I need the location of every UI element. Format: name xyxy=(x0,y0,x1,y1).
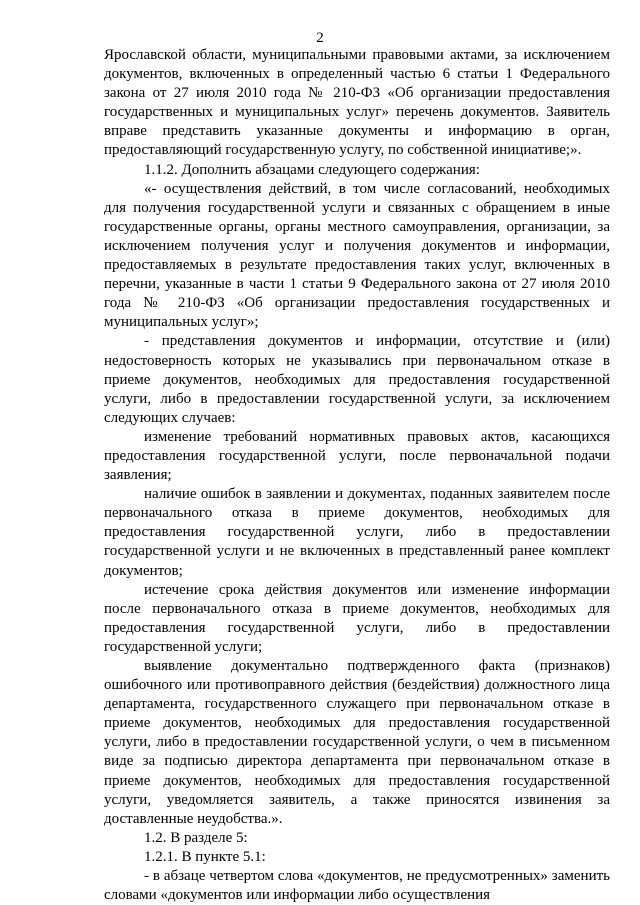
document-body xyxy=(104,46,610,905)
page-number: 2 xyxy=(316,30,324,46)
paragraph-item-1-1-2: 1.1.2. Дополнить абзацами следующего содержания: xyxy=(144,161,480,178)
paragraph-documents: - представления документов и информации, отсутствие и (или) недостоверность которых не указывались при первоначальном отказе в приеме документов, необходимых для предоставления государственной услуги, либо в предоставлении государственной услуги, за исключением следующих случаев: xyxy=(104,333,610,426)
paragraph-case-requirements: изменение требований нормативных правовых актов, касающихся предоставления государственной услуги, после первоначальной подачи заявления; xyxy=(104,428,610,484)
paragraph-actions: «- осуществления действий, в том числе согласований, необходимых для получения государственной услуги и связанных с обращением в иные государственные органы, органы местного самоуправления, организации, за исключением получения услуг и получения документов и информации, предоставляемых в результате предоставления таких услуг, включенных в перечни, указанные в части 1 статьи 9 Федерального закона от 27 июля 2010 года № 210-ФЗ «Об организации предоставления государственных и муниципальных услуг»; xyxy=(104,180,610,331)
paragraph-case-expiry: истечение срока действия документов или изменение информации после первоначального отказа в приеме документов, необходимых для предоставления государственной услуги, либо в предоставлении государственной услуги; xyxy=(104,581,610,655)
paragraph-item-1-2: 1.2. В разделе 5: xyxy=(144,829,248,846)
paragraph-case-violation: выявление документально подтвержденного факта (признаков) ошибочного или противоправного действия (бездействия) должностного лица департамента, государственного служащего при первоначальном отказе в приеме документов, необходимых для предоставления государственной услуги, либо в предоставлении государственной услуги, о чем в письменном виде за подписью директора департамента при первоначальном отказе в приеме документов, необходимых для предоставления государственной услуги, уведомляется заявитель, а также приносятся извинения за доставленные неудобства.». xyxy=(104,658,610,827)
paragraph-paragraph-four: - в абзаце четвертом слова «документов, не предусмотренных» заменить словами «документов или информации либо осуществления xyxy=(104,868,610,904)
paragraph-item-1-2-1: 1.2.1. В пункте 5.1: xyxy=(144,848,266,865)
paragraph-continuation: Ярославской области, муниципальными правовыми актами, за исключением документов, включенных в определенный частью 6 статьи 1 Федерального закона от 27 июля 2010 года № 210-ФЗ «Об организации предоставления государственных и муниципальных услуг» перечень документов. Заявитель вправе представить указанные документы и информацию в орган, предоставляющий государственную услугу, по собственной инициативе;». xyxy=(104,47,610,159)
paragraph-case-errors: наличие ошибок в заявлении и документах, поданных заявителем после первоначального отказа в приеме документов, необходимых для предоставления государственной услуги, либо в предоставлении государственной услуги и не включенных в представленный ранее комплект документов; xyxy=(104,486,610,579)
